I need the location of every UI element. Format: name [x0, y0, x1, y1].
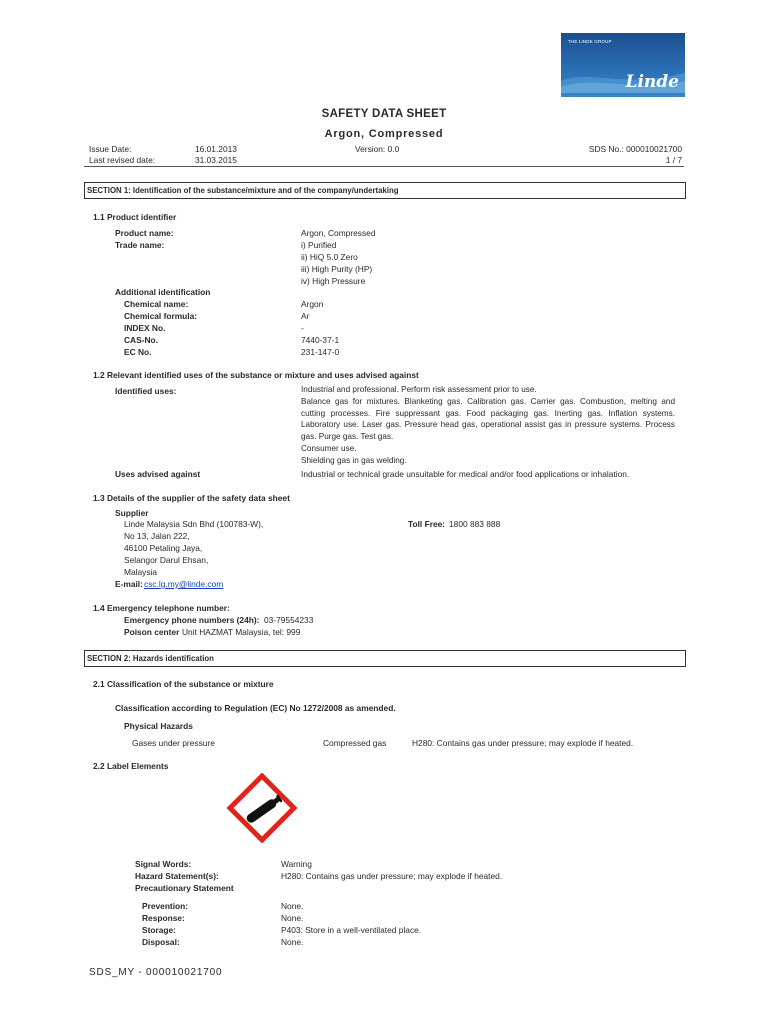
chemical-formula-value: Ar: [301, 311, 310, 321]
document-title: SAFETY DATA SHEET: [321, 108, 447, 120]
storage-value: P403: Store in a well-ventilated place.: [281, 925, 422, 935]
gas-cylinder-pictogram-icon: [227, 773, 297, 843]
s12-heading: 1.2 Relevant identified uses of the substance or mixture and uses advised against: [93, 370, 419, 380]
product-subtitle: Argon, Compressed: [324, 128, 444, 140]
s21-heading: 2.1 Classification of the substance or mixture: [93, 679, 274, 689]
response-label: Response:: [142, 913, 185, 923]
ec-no-value: 231-147-0: [301, 347, 340, 357]
supplier-line: 46100 Petaling Jaya,: [124, 543, 203, 553]
issue-date-label: Issue Date:: [89, 144, 132, 154]
product-name-value: Argon, Compressed: [301, 228, 376, 238]
chemical-formula-label: Chemical formula:: [124, 311, 198, 321]
s22-heading: 2.2 Label Elements: [93, 761, 169, 771]
physical-hazards-label: Physical Hazards: [124, 721, 193, 731]
supplier-line: Linde Malaysia Sdn Bhd (100783-W),: [124, 519, 264, 529]
identified-uses-text: [301, 384, 675, 467]
trade-name-2: ii) HiQ 5.0 Zero: [301, 252, 358, 262]
identified-use-line: Balance gas for mixtures. Blanketing gas. Calibration gas. Carrier gas. Combustion, melting and cutting processes. Fire suppressant gas. Food packaging gas. Inerting gas. Inflation systems. Laboratory use. Laser gas. Pressure head gas, operational assist gas in pressure systems. Process gas. Purge gas. Test gas.: [301, 396, 675, 442]
emergency-phone-value: 03-79554233: [264, 615, 314, 625]
trade-name-label: Trade name:: [115, 240, 165, 250]
s11-heading: 1.1 Product identifier: [93, 212, 177, 222]
footer-sds-reference: SDS_MY - 000010021700: [89, 967, 223, 978]
supplier-label: Supplier: [115, 508, 149, 518]
logo-name: Linde: [625, 72, 679, 92]
cas-no-label: CAS-No.: [124, 335, 158, 345]
prevention-label: Prevention:: [142, 901, 189, 911]
hazard-class: Gases under pressure: [132, 738, 215, 748]
section1-heading: SECTION 1: Identification of the substance/mixture and of the company/undertaking: [84, 182, 686, 199]
supplier-line: Selangor Darul Ehsan,: [124, 555, 209, 565]
supplier-line: No 13, Jalan 222,: [124, 531, 190, 541]
s13-heading: 1.3 Details of the supplier of the safety data sheet: [93, 493, 290, 503]
identified-use-line: Shielding gas in gas welding.: [301, 455, 407, 465]
precautionary-statement-label: Precautionary Statement: [135, 883, 234, 893]
logo-group-text: THE LINDE GROUP: [568, 39, 612, 44]
identified-uses-label: Identified uses:: [115, 386, 177, 396]
sds-number: SDS No.: 000010021700: [588, 144, 682, 154]
poison-center-value: Unit HAZMAT Malaysia, tel: 999: [182, 627, 301, 637]
header-rule: [84, 166, 684, 167]
cas-no-value: 7440-37-1: [301, 335, 340, 345]
hazard-statement: H280: Contains gas under pressure; may explode if heated.: [412, 738, 634, 748]
response-value: None.: [281, 913, 304, 923]
email-link[interactable]: csc.lg.my@linde.com: [144, 579, 224, 589]
revised-date-label: Last revised date:: [89, 155, 156, 165]
signal-words-label: Signal Words:: [135, 859, 192, 869]
page-number: 1 / 7: [665, 155, 682, 165]
section2-heading: SECTION 2: Hazards identification: [84, 650, 686, 667]
toll-free-label: Toll Free:: [408, 519, 446, 529]
signal-words-value: Warning: [281, 859, 312, 869]
chemical-name-label: Chemical name:: [124, 299, 189, 309]
hazard-statements-value: H280: Contains gas under pressure; may explode if heated.: [281, 871, 503, 881]
version: Version: 0.0: [355, 144, 400, 154]
index-no-label: INDEX No.: [124, 323, 166, 333]
product-name-label: Product name:: [115, 228, 174, 238]
issue-date-value: 16.01.2013: [195, 144, 237, 154]
identified-use-line: Consumer use.: [301, 443, 357, 453]
trade-name-4: iv) High Pressure: [301, 276, 366, 286]
ec-no-label: EC No.: [124, 347, 152, 357]
index-no-value: -: [301, 323, 304, 333]
trade-name-1: i) Purified: [301, 240, 337, 250]
poison-center-label: Poison center: [124, 627, 180, 637]
emergency-phone-label: Emergency phone numbers (24h):: [124, 615, 260, 625]
uses-advised-against-label: Uses advised against: [115, 469, 201, 479]
email-label: E-mail:: [115, 579, 143, 589]
clp-classification: Classification according to Regulation (EC) No 1272/2008 as amended.: [115, 703, 396, 713]
storage-label: Storage:: [142, 925, 176, 935]
identified-use-line: Industrial and professional. Perform risk assessment prior to use.: [301, 385, 537, 394]
trade-name-3: iii) High Purity (HP): [301, 264, 373, 274]
supplier-line: Malaysia: [124, 567, 158, 577]
toll-free-value: 1800 883 888: [449, 519, 501, 529]
s14-heading: 1.4 Emergency telephone number:: [93, 603, 230, 613]
additional-identification-label: Additional identification: [115, 287, 211, 297]
prevention-value: None.: [281, 901, 304, 911]
disposal-value: None.: [281, 937, 304, 947]
linde-logo: [561, 33, 685, 97]
chemical-name-value: Argon: [301, 299, 324, 309]
hazard-statements-label: Hazard Statement(s):: [135, 871, 219, 881]
uses-advised-against-value: Industrial or technical grade unsuitable for medical and/or food applications or inhalation.: [301, 469, 630, 479]
hazard-category: Compressed gas: [323, 738, 387, 748]
disposal-label: Disposal:: [142, 937, 180, 947]
revised-date-value: 31.03.2015: [195, 155, 237, 165]
